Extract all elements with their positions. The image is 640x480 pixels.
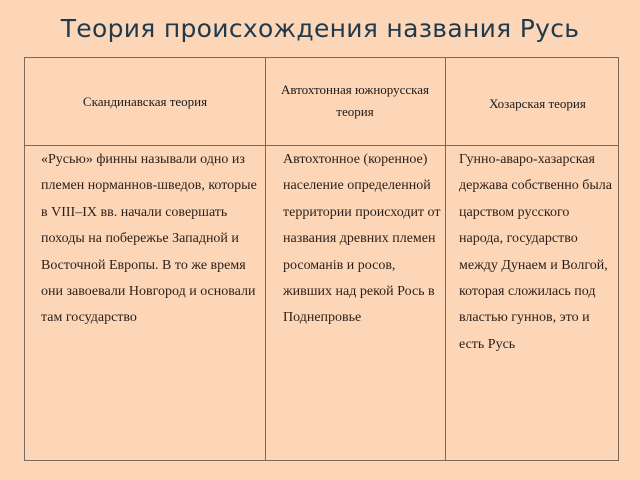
header-khazar-theory: Хозарская теория xyxy=(489,96,586,111)
header-autochthonous-theory: Автохтонная южнорусская теория xyxy=(280,82,430,119)
text-scandinavian-theory: «Русью» финны называли одно из племен норманнов-шведов, которые в VIII–IX вв. начали совершать походы на побережье Западной и Восточной Европы. В то же время они завоевали Новгород и основали там государство xyxy=(41,152,257,326)
text-khazar-theory: Гунно-аваро-хазарская держава собственно была царством русского народа, государство между Дунаем и Волгой, которая сложилась под властью гуннов, это и есть Русь xyxy=(459,152,612,352)
header-divider xyxy=(25,145,618,146)
column-divider xyxy=(265,58,266,460)
text-autochthonous-theory: Автохтонное (коренное) население определенной территории происходит от названия древних племен росоманів и росов, живших над рекой Рось в Поднепровье xyxy=(283,152,441,326)
column-divider xyxy=(445,58,446,460)
header-scandinavian-theory: Скандинавская теория xyxy=(82,94,208,109)
theories-table xyxy=(24,57,619,461)
slide-title: Теория происхождения названия Русь xyxy=(60,14,580,43)
